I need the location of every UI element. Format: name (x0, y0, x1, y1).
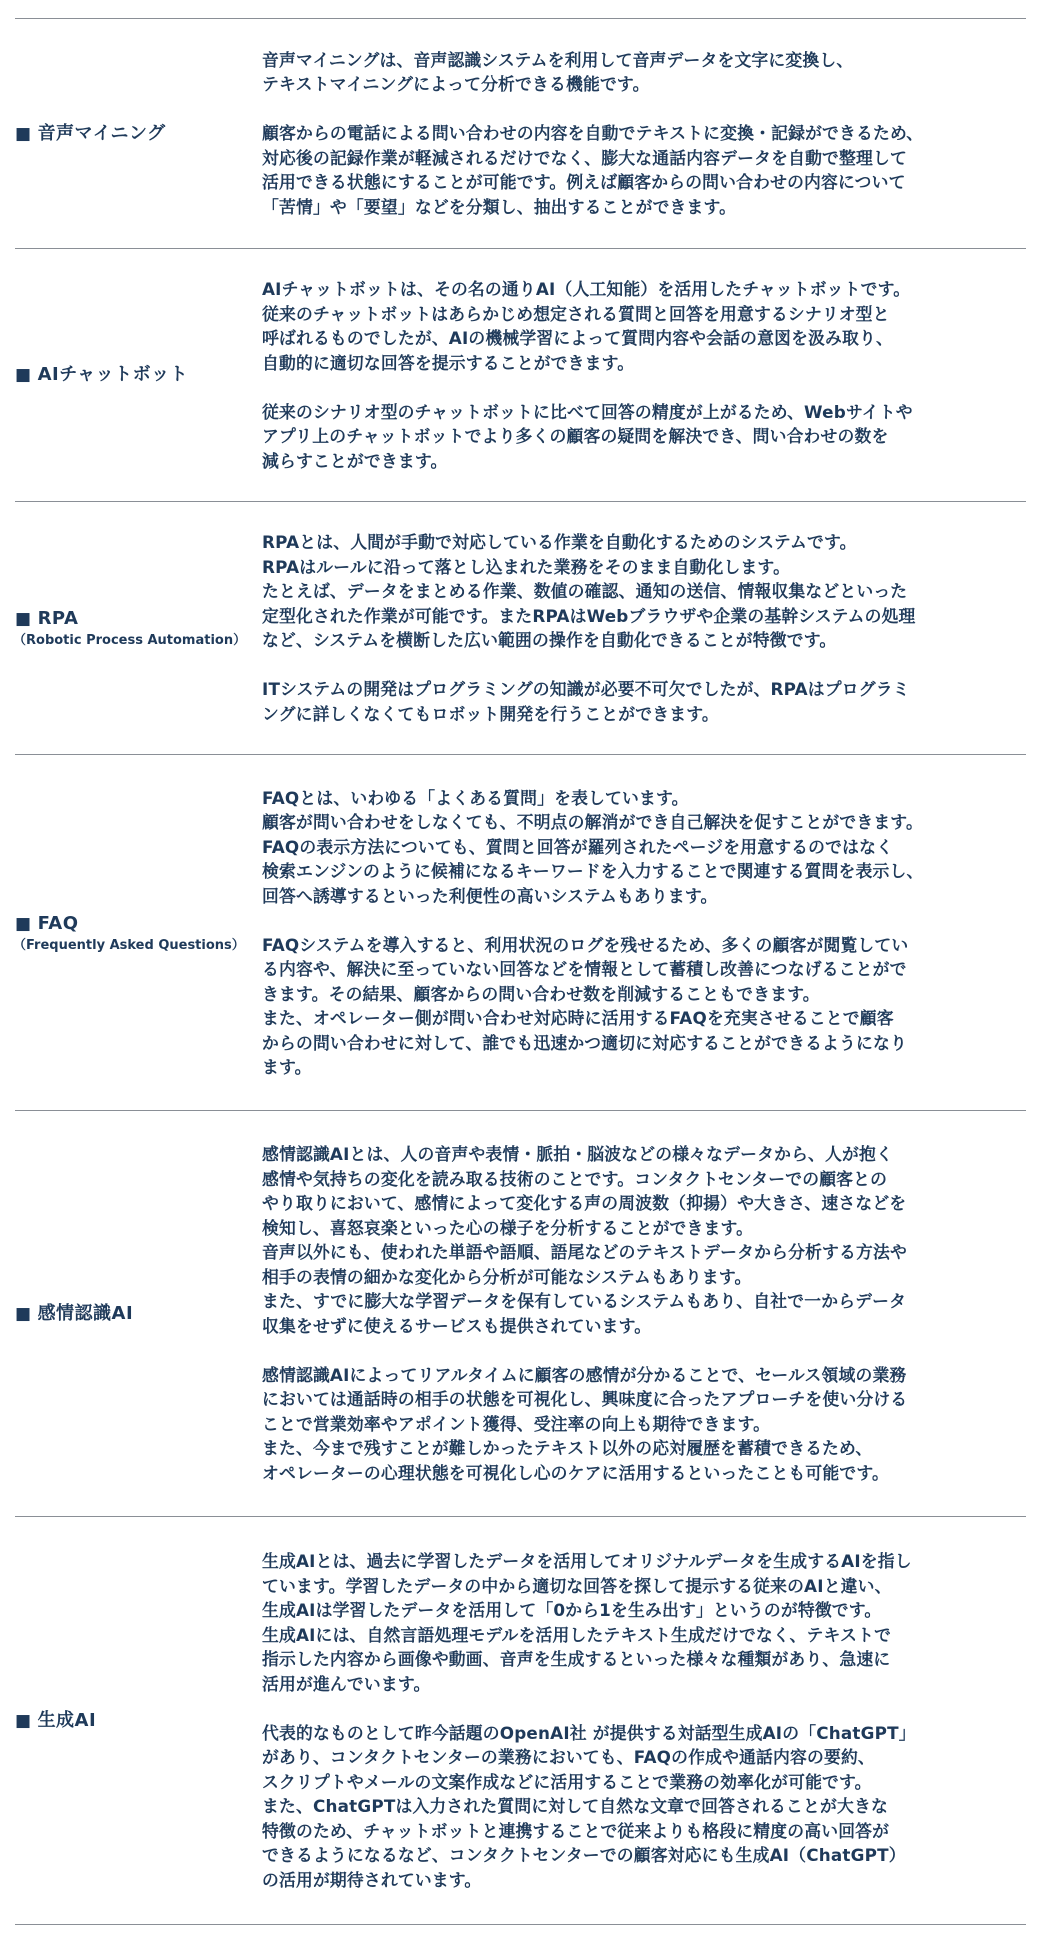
text-line: AIチャットボットは、その名の通りAI（人工知能）を活用したチャットボットです。 (262, 279, 911, 299)
term-heading (15, 911, 250, 955)
text-line: ングに詳しくなくてもロボット開発を行うことができます。 (262, 703, 719, 724)
term-title (15, 121, 250, 147)
square-bullet-icon: ■ (15, 913, 32, 934)
paragraph (262, 530, 1026, 653)
text-line: 指示した内容から画像や動画、音声を生成するといった様々な種類があり、急速に (262, 1649, 891, 1669)
text-line: 感情認識AIとは、人の音声や表情・脈拍・脳波などの様々なデータから、人が抱く (262, 1144, 893, 1164)
text-line: があり、コンタクトセンターの業務においても、FAQの作成や通話内容の要約、 (262, 1747, 875, 1767)
text-line: 生成AIとは、過去に学習したデータを活用してオリジナルデータを生成するAIを指し (262, 1551, 912, 1571)
text-line: の活用が期待されています。 (262, 1869, 482, 1890)
text-line: 減らすことができます。 (262, 450, 448, 471)
paragraph (262, 121, 1026, 219)
paragraph (262, 48, 1026, 97)
text-line: ITシステムの開発はプログラミングの知識が必要不可欠でしたが、RPAはプログラミ (262, 679, 910, 699)
term-title (15, 1708, 250, 1734)
text-line: また、オペレーター側が問い合わせ対応時に活用するFAQを充実させることで顧客 (262, 1008, 894, 1028)
paragraph (262, 1721, 1026, 1893)
paragraph (262, 277, 1026, 375)
text-line: など、システムを横断した広い範囲の操作を自動化できることが特徴です。 (262, 630, 837, 650)
paragraph (262, 933, 1026, 1080)
text-line: FAQとは、いわゆる「よくある質問」を表しています。 (262, 787, 689, 808)
paragraph (262, 400, 1026, 474)
text-line: アプリ上のチャットボットでより多くの顧客の疑問を解決でき、問い合わせの数を (262, 426, 889, 446)
term-description (250, 1549, 1026, 1892)
paragraph (262, 786, 1026, 909)
text-line: 検知し、喜怒哀楽といった心の様子を分析することができます。 (262, 1217, 754, 1238)
term-title-text: 音声マイニング (37, 122, 166, 144)
text-line: やり取りにおいて、感情によって変化する声の周波数（抑揚）や大きさ、速さなどを (262, 1193, 907, 1213)
text-line: たとえば、データをまとめる作業、数値の確認、通知の送信、情報収集などといった (262, 581, 908, 601)
text-line: ことで営業効率やアポイント獲得、受注率の向上も期待できます。 (262, 1413, 771, 1434)
text-line: スクリプトやメールの文案作成などに活用することで業務の効率化が可能です。 (262, 1771, 872, 1792)
text-line: テキストマイニングによって分析できる機能です。 (262, 74, 650, 95)
section-generative-ai (15, 1517, 1026, 1925)
term-subtitle: （Robotic Process Automation） (13, 633, 247, 648)
section-ai-chatbot (15, 249, 1026, 502)
term-title-text: 生成AI (37, 1709, 97, 1731)
term-title-text: 感情認識AI (37, 1302, 134, 1324)
term-heading (15, 606, 250, 650)
text-line: 「苦情」や「要望」などを分類し、抽出することができます。 (262, 196, 737, 217)
term-description (250, 530, 1026, 726)
term-description (250, 277, 1026, 473)
term-title (15, 362, 250, 388)
term-subtitle: （Frequently Asked Questions） (13, 937, 245, 953)
text-line: きます。その結果、顧客からの問い合わせ数を削減することもできます。 (262, 983, 820, 1004)
text-line: RPAはルールに沿って落とし込まれた業務をそのまま自動化します。 (262, 556, 791, 577)
text-line: 生成AIには、自然言語処理モデルを活用したテキスト生成だけでなく、テキストで (262, 1624, 892, 1645)
term-description (250, 1142, 1026, 1485)
term-heading (15, 121, 250, 147)
text-line: 生成AIは学習したデータを活用して「0から1を生み出す」というのが特徴です。 (262, 1600, 882, 1620)
term-title-text: AIチャットボット (37, 364, 189, 385)
term-title (15, 1301, 250, 1327)
text-line: 代表的なものとして昨今話題のOpenAI社 が提供する対話型生成AIの「ChatGPT」 (262, 1722, 916, 1743)
term-heading (15, 1301, 250, 1327)
section-faq (15, 755, 1026, 1111)
text-line: 感情認識AIによってリアルタイムに顧客の感情が分かることで、セールス領域の業務 (262, 1364, 907, 1385)
text-line: 対応後の記録作業が軽減されるだけでなく、膨大な通話内容データを自動で整理して (262, 147, 907, 168)
text-line: 活用できる状態にすることが可能です。例えば顧客からの問い合わせの内容について (262, 172, 906, 193)
text-line: 感情や気持ちの変化を読み取る技術のことです。コンタクトセンターでの顧客との (262, 1168, 888, 1189)
text-line: 音声以外にも、使われた単語や語順、語尾などのテキストデータから分析する方法や (262, 1242, 907, 1262)
text-line: 収集をせずに使えるサービスも提供されています。 (262, 1315, 652, 1336)
text-line: ます。 (262, 1057, 312, 1077)
text-line: 音声マイニングは、音声認識システムを利用して音声データを文字に変換し、 (262, 49, 854, 70)
text-line: においては通話時の相手の状態を可視化し、興味度に合ったアプローチを使い分ける (262, 1389, 908, 1409)
text-line: る内容や、解決に至っていない回答などを情報として蓄積し改善につなげることがで (262, 959, 907, 979)
text-line: 定型化された作業が可能です。またRPAはWebブラウザや企業の基幹システムの処理 (262, 605, 916, 626)
term-title-text: FAQ (37, 912, 79, 934)
top-divider (15, 0, 1026, 19)
text-line: 顧客が問い合わせをしなくても、不明点の解消ができ自己解決を促すことができます。 (262, 812, 923, 832)
text-line: からの問い合わせに対して、誰でも迅速かつ適切に対応することができるようになり (262, 1032, 907, 1053)
text-line: また、ChatGPTは入力された質問に対して自然な文章で回答されることが大きな (262, 1796, 888, 1816)
text-line: 従来のチャットボットはあらかじめ想定される質問と回答を用意するシナリオ型と (262, 303, 890, 324)
text-line: ています。学習したデータの中から適切な回答を探して提示する従来のAIと違い、 (262, 1575, 892, 1596)
term-heading (15, 1708, 250, 1734)
paragraph (262, 1363, 1026, 1486)
text-line: オペレーターの心理状態を可視化し心のケアに活用するといったことも可能です。 (262, 1462, 889, 1483)
text-line: 従来のシナリオ型のチャットボットに比べて回答の精度が上がるため、Webサイトや (262, 401, 913, 422)
text-line: FAQシステムを導入すると、利用状況のログを残せるため、多くの顧客が閲覧してい (262, 934, 909, 955)
text-line: RPAとは、人間が手動で対応している作業を自動化するためのシステムです。 (262, 532, 857, 552)
term-description (250, 48, 1026, 220)
term-description (250, 786, 1026, 1080)
paragraph (262, 1549, 1026, 1696)
section-rpa (15, 502, 1026, 755)
text-line: また、今まで残すことが難しかったテキスト以外の応対履歴を蓄積できるため、 (262, 1438, 873, 1458)
term-heading (15, 362, 250, 388)
section-voice-mining (15, 19, 1026, 249)
text-line: 検索エンジンのように候補になるキーワードを入力することで関連する質問を表示し、 (262, 861, 924, 881)
text-line: また、すでに膨大な学習データを保有しているシステムもあり、自社で一からデータ (262, 1291, 907, 1311)
paragraph (262, 1142, 1026, 1338)
term-title-text: RPA (37, 608, 79, 629)
text-line: 呼ばれるものでしたが、AIの機械学習によって質問内容や会話の意図を汲み取り、 (262, 328, 893, 348)
text-line: 相手の表情の細かな変化から分析が可能なシステムもあります。 (262, 1266, 752, 1287)
text-line: できるようになるなど、コンタクトセンターでの顧客対応にも生成AI（ChatGPT） (262, 1845, 906, 1865)
text-line: 活用が進んでいます。 (262, 1673, 431, 1694)
text-line: FAQの表示方法についても、質問と回答が羅列されたページを用意するのではなく (262, 836, 894, 857)
square-bullet-icon: ■ (15, 609, 32, 629)
term-title (15, 911, 250, 937)
square-bullet-icon: ■ (15, 1710, 32, 1731)
text-line: 特徴のため、チャットボットと連携することで従来よりも格段に精度の高い回答が (262, 1820, 890, 1841)
text-line: 回答へ誘導するといった利便性の高いシステムもあります。 (262, 885, 718, 906)
square-bullet-icon: ■ (15, 1303, 32, 1324)
text-line: 顧客からの電話による問い合わせの内容を自動でテキストに変換・記録ができるため、 (262, 123, 924, 144)
square-bullet-icon: ■ (15, 123, 32, 144)
text-line: 自動的に適切な回答を提示することができます。 (262, 352, 635, 373)
section-emotion-recognition-ai (15, 1111, 1026, 1517)
paragraph (262, 677, 1026, 726)
square-bullet-icon: ■ (15, 365, 32, 385)
term-title (15, 606, 250, 632)
